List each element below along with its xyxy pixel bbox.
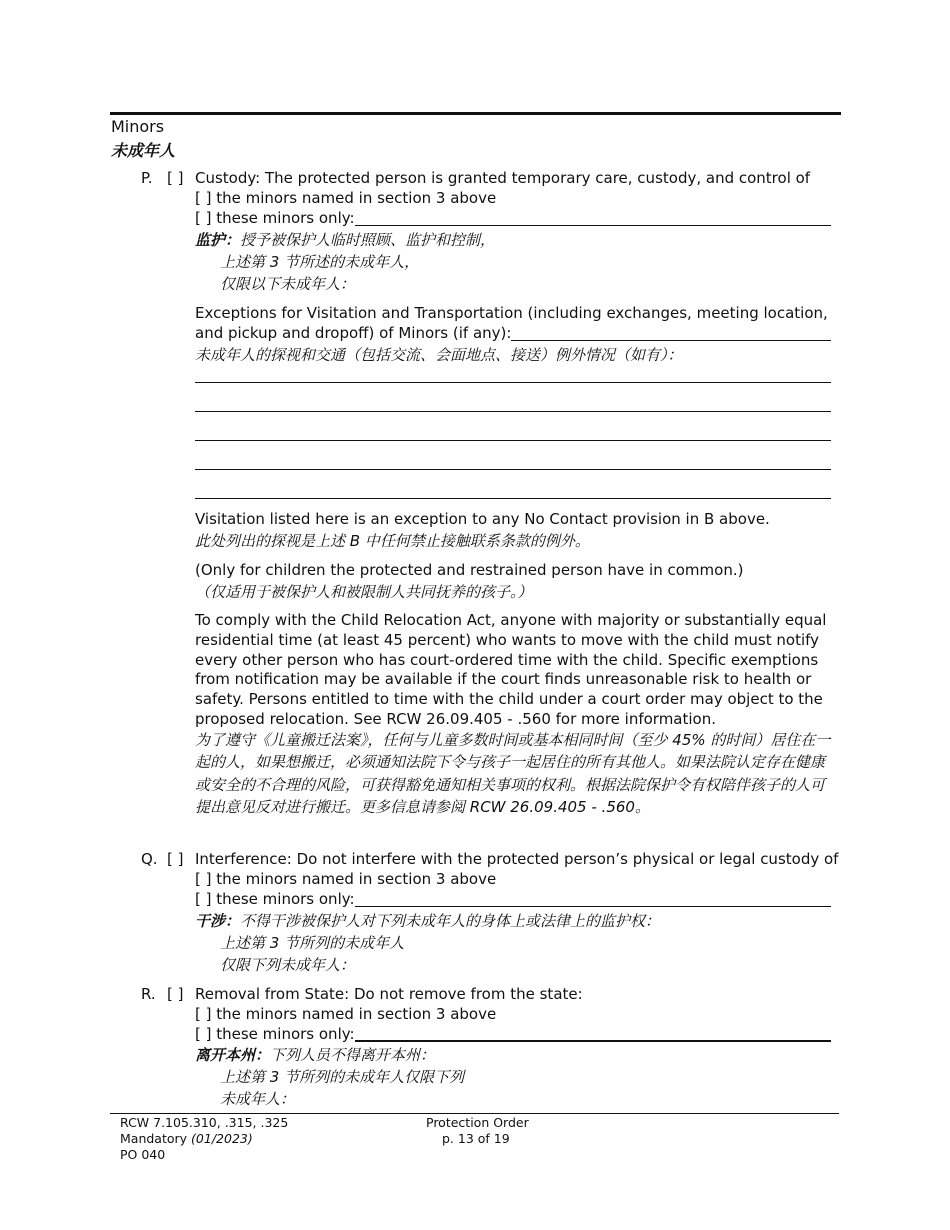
item-q-text: Do not interfere with the protected person’s physical or legal custody of xyxy=(296,850,839,868)
item-q-checkbox[interactable]: [ ] xyxy=(167,850,184,868)
item-q-option-only-zh: 仅限下列未成年人： xyxy=(220,956,356,974)
item-q-text-zh: 不得干涉被保护人对下列未成年人的身体上或法律上的监护权： xyxy=(240,912,661,930)
item-r-label: Removal from State: xyxy=(195,985,350,1003)
item-p-option-named-zh: 上述第 3 节所述的未成年人， xyxy=(220,253,420,271)
item-p-label: Custody: xyxy=(195,169,261,187)
item-r-heading-zh xyxy=(195,1044,435,1065)
item-r-minors-input-line[interactable] xyxy=(355,1040,831,1042)
exceptions-line-1[interactable] xyxy=(195,382,831,383)
item-p-minors-input-line[interactable] xyxy=(355,225,831,226)
item-q-heading xyxy=(195,850,838,868)
common-children-note-zh: （仅适用于被保护人和被限制人共同抚养的孩子。） xyxy=(195,583,533,601)
item-q-heading-zh xyxy=(195,910,660,931)
item-p-option-named[interactable]: [ ] the minors named in section 3 above xyxy=(195,189,497,207)
item-p-heading-zh xyxy=(195,229,495,250)
item-r-option-named-zh: 上述第 3 节所列的未成年人仅限下列 xyxy=(220,1068,465,1086)
footer-page-number: p. 13 of 19 xyxy=(442,1131,510,1146)
footer-rule xyxy=(110,1113,839,1114)
item-p-option-only[interactable]: [ ] these minors only: xyxy=(195,209,355,227)
item-q-label: Interference: xyxy=(195,850,292,868)
item-q-option-named-zh: 上述第 3 节所列的未成年人 xyxy=(220,934,405,952)
item-r-heading xyxy=(195,985,583,1003)
footer-version: (01/2023) xyxy=(191,1131,253,1146)
footer-mandatory xyxy=(120,1131,253,1147)
item-p-text-zh: 授予被保护人临时照顾、监护和控制， xyxy=(240,231,496,249)
footer-title: Protection Order xyxy=(426,1115,529,1130)
header-rule xyxy=(110,112,841,115)
exceptions-text-line2: and pickup and dropoff) of Minors (if any): xyxy=(195,324,512,342)
item-r-option-only[interactable]: [ ] these minors only: xyxy=(195,1025,355,1043)
item-r-text-zh: 下列人员不得离开本州： xyxy=(270,1046,436,1064)
item-p-marker: P. xyxy=(141,169,153,187)
item-q-label-zh: 干涉： xyxy=(195,912,241,930)
item-q-option-only[interactable]: [ ] these minors only: xyxy=(195,890,355,908)
relocation-paragraph-zh: 为了遵守《儿童搬迁法案》，任何与儿童多数时间或基本相同时间（至少 45% 的时间）居住在一起的人，如果想搬迁，必须通知法院下令与孩子一起居住的所有其他人。如果法院认定存在健康或安全的不合理的风险，可获得豁免通知相关事项的权利。根据法院保护令有权陪伴孩子的人可提出意见反对进行搬迁。更多信息请参阅 RCW 26.09.405 - .560。 xyxy=(195,731,831,817)
item-p-checkbox[interactable]: [ ] xyxy=(167,169,184,187)
item-p-heading xyxy=(195,169,810,187)
item-q-option-named[interactable]: [ ] the minors named in section 3 above xyxy=(195,870,497,888)
item-r-text: Do not remove from the state: xyxy=(354,985,583,1003)
exceptions-line-3[interactable] xyxy=(195,440,831,441)
footer-mandatory-label: Mandatory xyxy=(120,1131,188,1146)
visitation-note: Visitation listed here is an exception to any No Contact provision in B above. xyxy=(195,510,770,528)
section-title-zh: 未成年人 xyxy=(111,141,176,160)
exceptions-text-line1: Exceptions for Visitation and Transportation (including exchanges, meeting location, xyxy=(195,304,828,322)
common-children-note: (Only for children the protected and restrained person have in common.) xyxy=(195,561,744,579)
exceptions-text-zh: 未成年人的探视和交通（包括交流、会面地点、接送）例外情况（如有）： xyxy=(195,346,683,364)
item-r-label-zh: 离开本州： xyxy=(195,1046,271,1064)
exceptions-line-5[interactable] xyxy=(195,498,831,499)
exceptions-line-2[interactable] xyxy=(195,411,831,412)
item-r-option-named[interactable]: [ ] the minors named in section 3 above xyxy=(195,1005,497,1023)
item-r-marker: R. xyxy=(141,985,156,1003)
section-title-en: Minors xyxy=(111,117,165,136)
exceptions-input-line[interactable] xyxy=(511,340,831,341)
item-r-checkbox[interactable]: [ ] xyxy=(167,985,184,1003)
item-p-option-only-zh: 仅限以下未成年人： xyxy=(220,275,356,293)
visitation-note-zh: 此处列出的探视是上述 B 中任何禁止接触联系条款的例外。 xyxy=(195,532,590,550)
item-p-label-zh: 监护： xyxy=(195,231,241,249)
item-q-marker: Q. xyxy=(141,850,158,868)
item-r-option-only-zh: 未成年人： xyxy=(220,1090,296,1108)
item-p-text: The protected person is granted temporary care, custody, and control of xyxy=(265,169,811,187)
relocation-paragraph: To comply with the Child Relocation Act, anyone with majority or substantially equal residential time (at least 45 percent) who wants to move with the child must notify every other person who has court-ordered time with the child. Specific exemptions from notification may be available if the court finds unreasonable risk to health or safety. Persons entitled to time with the child under a court order may object to the proposed relocation. See RCW 26.09.405 - .560 for more information. xyxy=(195,611,827,728)
exceptions-line-4[interactable] xyxy=(195,469,831,470)
footer-statute: RCW 7.105.310, .315, .325 xyxy=(120,1115,289,1130)
footer-form-id: PO 040 xyxy=(120,1147,166,1162)
item-q-minors-input-line[interactable] xyxy=(355,906,831,907)
